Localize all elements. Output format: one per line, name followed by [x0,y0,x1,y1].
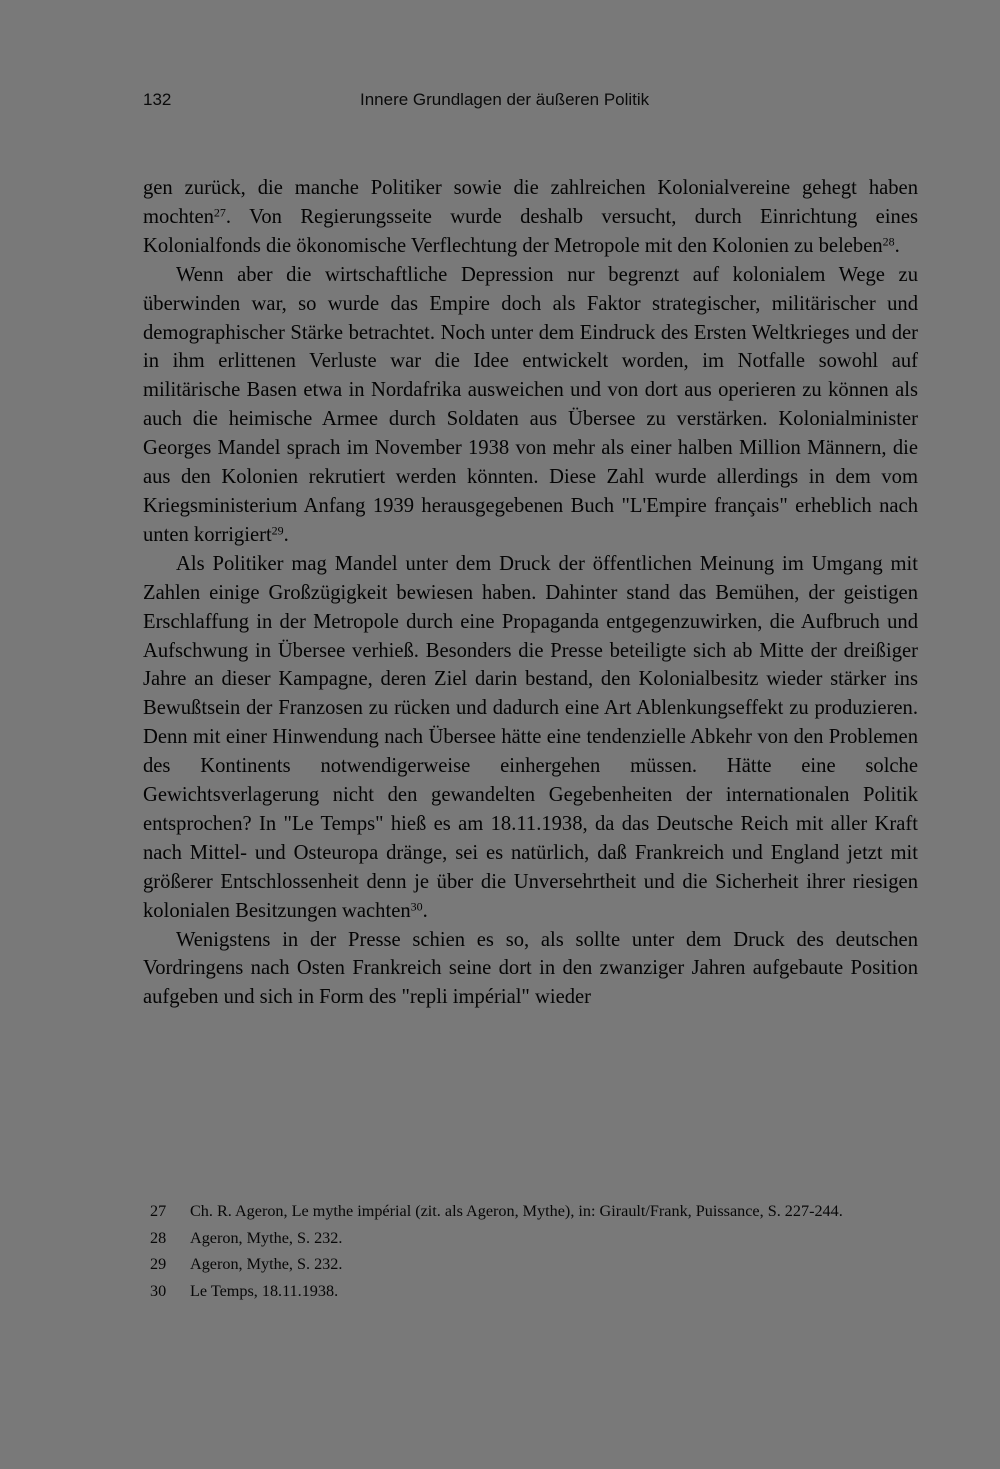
footnote [150,1251,920,1278]
footnote-number: 30 [150,1281,167,1300]
paragraph [143,926,918,1013]
paragraph [143,174,918,261]
paragraph [143,261,918,550]
paragraph-text: Wenn aber die wirtschaftliche Depression nur begrenzt auf kolonialem Wege zu überwinden war, so wurde das Empire doch als Faktor strategischer, militärischer und demographischer Stärke betrachtet. Noch unter dem Eindruck des Ersten Weltkrieges und der in ihm erlittenen Verluste war die Idee entwickelt worden, im Notfalle sowohl auf militärische Basen etwa in Nordafrika ausweichen und von dort aus operieren zu können als auch die heimische Armee durch Soldaten aus Übersee zu verstärken. Kolonialminister Georges Mandel sprach im November 1938 von mehr als einer halben Million Männern, die aus den Kolonien rekrutiert werden könnten. Diese Zahl wurde allerdings in dem vom Kriegsministerium Anfang 1939 herausgegebenen Buch "L'Empire français" erheblich nach unten korrigiert [143,263,918,546]
paragraph-text: . Von Regierungsseite wurde deshalb versucht, durch Einrichtung eines Kolonialfonds die ökonomische Verflechtung der Metropole mit den Kolonien zu beleben [143,205,918,257]
page-number: 132 [143,90,172,109]
footnote-number: 29 [150,1255,167,1273]
footnote-text: Ageron, Mythe, S. 232. [190,1255,343,1273]
paragraph-text: gen zurück, die manche Politiker sowie die zahlreichen Kolonialvereine gehegt haben mochten [143,177,918,228]
footnote-number: 28 [150,1228,167,1247]
paragraph-text: . [283,523,289,546]
footnote-reference: 28 [882,234,895,249]
footnote-reference: 30 [410,899,423,914]
footnotes [150,1198,920,1304]
footnote-number: 27 [150,1202,167,1220]
footnote [150,1198,920,1225]
footnote [150,1278,920,1305]
footnote-text: Ageron, Mythe, S. 232. [190,1228,343,1247]
footnote [150,1225,920,1252]
body-text [143,174,918,1012]
paragraph-text: . [422,899,428,922]
paragraph-text: . [894,234,900,257]
footnote-text: Ch. R. Ageron, Le mythe impérial (zit. als Ageron, Mythe), in: Girault/Frank, Puissance, S. 227-244. [190,1202,843,1220]
paragraph-text: Wenigstens in der Presse schien es so, als sollte unter dem Druck des deutschen Vordringens nach Osten Frankreich seine dort in den zwanziger Jahren aufgebaute Position aufgeben und sich in Form des "repli impérial" wieder [143,928,918,1009]
paragraph [143,550,918,926]
running-head [143,90,918,116]
paragraph-text: Als Politiker mag Mandel unter dem Druck der öffentlichen Meinung im Umgang mit Zahlen einige Großzügigkeit bewiesen haben. Dahinter stand das Bemühen, der geistigen Erschlaffung in der Metropole durch eine Propaganda entgegenzuwirken, die Aufbruch und Aufschwung in Übersee verhieß. Besonders die Presse beteiligte sich ab Mitte der dreißiger Jahre an dieser Kampagne, deren Ziel darin bestand, den Kolonialbesitz wieder stärker ins Bewußtsein der Franzosen zu rücken und dadurch eine Art Ablenkungseffekt zu produzieren. Denn mit einer Hinwendung nach Übersee hätte eine tendenzielle Abkehr von den Problemen des Kontinents notwendigerweise einhergehen müssen. Hätte eine solche Gewichtsverlagerung nicht den gewandelten Gegebenheiten der internationalen Politik entsprochen? In "Le Temps" hieß es am 18.11.1938, da das Deutsche Reich mit aller Kraft nach Mittel- und Osteuropa dränge, sei es natürlich, daß Frankreich und England jetzt mit größerer Entschlossenheit denn je über die Unversehrtheit und die Sicherheit ihrer riesigen kolonialen Besitzungen wachten [143,552,918,922]
footnote-reference: 27 [213,205,226,220]
footnote-text: Le Temps, 18.11.1938. [190,1281,339,1300]
running-title: Innere Grundlagen der äußeren Politik [360,90,650,109]
footnote-reference: 29 [271,523,284,538]
